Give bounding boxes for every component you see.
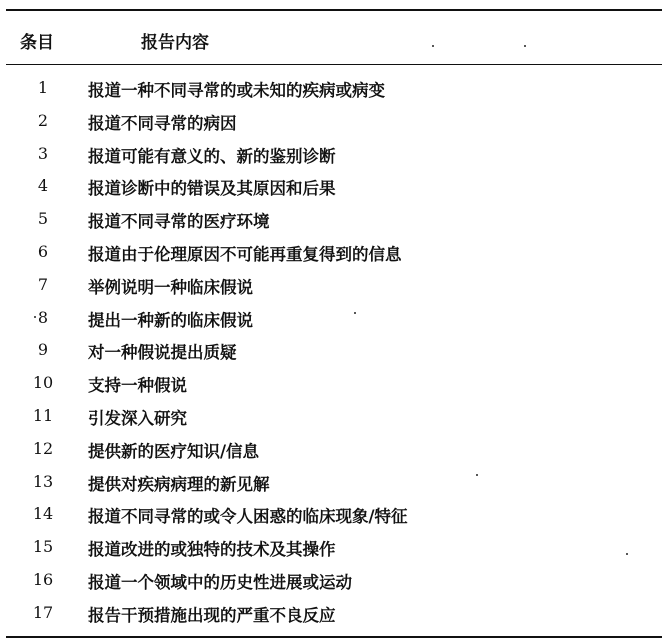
table-row [6, 334, 662, 367]
row-item-number: 9 [37, 340, 49, 360]
row-report-content: 报道不同寻常的病因 [88, 113, 237, 133]
table-row [6, 105, 662, 138]
table-row [6, 400, 662, 433]
scan-speck [34, 316, 36, 318]
row-report-content: 举例说明一种临床假说 [88, 277, 253, 297]
column-header-content: 报告内容 [141, 33, 209, 53]
row-item-number: 3 [37, 143, 49, 163]
row-item-number: 11 [32, 405, 54, 425]
table-header [6, 11, 662, 64]
scan-speck [524, 45, 526, 47]
table-row [6, 367, 662, 400]
table-row [6, 466, 662, 499]
row-item-number: 17 [32, 602, 54, 622]
column-header-item: 条目 [20, 33, 54, 53]
row-item-number: 15 [32, 537, 54, 557]
row-report-content: 报道不同寻常的或令人困惑的临床现象/特征 [88, 507, 408, 527]
row-report-content: 报道不同寻常的医疗环境 [88, 212, 270, 232]
row-report-content: 报告干预措施出现的严重不良反应 [88, 605, 336, 625]
table-row [6, 72, 662, 105]
row-report-content: 支持一种假说 [88, 376, 187, 396]
scan-speck [626, 553, 628, 555]
table-bottom-rule [6, 636, 662, 638]
row-item-number: 5 [37, 209, 49, 229]
row-item-number: 16 [32, 569, 54, 589]
row-item-number: 8 [37, 307, 49, 327]
row-item-number: 13 [32, 471, 54, 491]
row-item-number: 7 [37, 274, 49, 294]
row-item-number: 14 [32, 504, 54, 524]
table-body [6, 65, 662, 636]
table-row [6, 302, 662, 335]
table-row [6, 269, 662, 302]
scan-speck [354, 312, 356, 314]
table-row [6, 597, 662, 630]
row-report-content: 提供对疾病病理的新见解 [88, 474, 270, 494]
row-report-content: 报道诊断中的错误及其原因和后果 [88, 179, 336, 199]
table-row [6, 498, 662, 531]
table-row [6, 138, 662, 171]
report-content-table [6, 9, 662, 638]
row-item-number: 4 [37, 176, 49, 196]
row-report-content: 报道改进的或独特的技术及其操作 [88, 540, 336, 560]
table-row [6, 564, 662, 597]
scan-speck [476, 474, 478, 476]
row-item-number: 2 [37, 110, 49, 130]
row-item-number: 12 [32, 438, 54, 458]
row-report-content: 提出一种新的临床假说 [88, 310, 253, 330]
row-report-content: 报道由于伦理原因不可能再重复得到的信息 [88, 244, 402, 264]
row-item-number: 1 [37, 78, 49, 97]
table-row [6, 170, 662, 203]
row-report-content: 引发深入研究 [88, 408, 187, 428]
row-report-content: 报道可能有意义的、新的鉴别诊断 [88, 146, 336, 166]
row-report-content: 报道一种不同寻常的或未知的疾病或病变 [88, 81, 385, 100]
scan-speck [432, 45, 434, 47]
row-report-content: 提供新的医疗知识/信息 [88, 441, 260, 461]
table-row [6, 203, 662, 236]
table-row [6, 531, 662, 564]
table-row [6, 433, 662, 466]
row-report-content: 报道一个领域中的历史性进展或运动 [88, 572, 352, 592]
row-item-number: 6 [37, 241, 49, 261]
table-row [6, 236, 662, 269]
row-report-content: 对一种假说提出质疑 [88, 343, 237, 363]
row-item-number: 10 [32, 373, 54, 393]
